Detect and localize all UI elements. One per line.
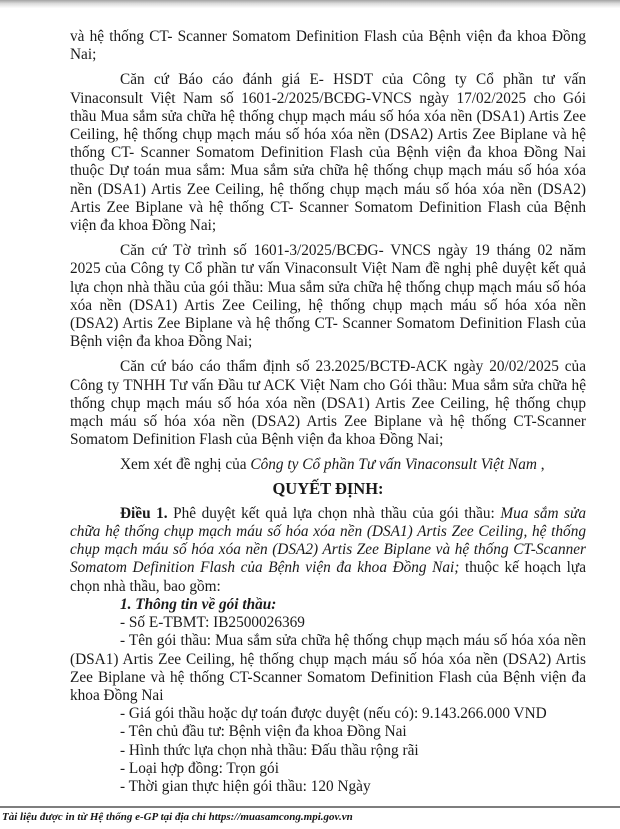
consideration-suffix: , <box>536 456 545 474</box>
consideration-prefix: Xem xét đề nghị của <box>120 456 251 474</box>
article1-tail-text: thuộc kế hoạch lựa chọn nhà thầu, bao gồm: <box>70 559 587 595</box>
info-item-package-price: - Giá gói thầu hoặc dự toán được duyệt (nếu có): 9.143.266.000 VND <box>120 705 547 723</box>
page-footer <box>0 800 620 829</box>
page-top-edge-shadow <box>0 0 620 8</box>
footer-divider-line <box>0 806 620 808</box>
info-item-e-tbmt-number: - Số E-TBMT: IB2500026369 <box>120 614 305 632</box>
paragraph-article-1 <box>70 505 586 596</box>
decision-heading: QUYẾT ĐỊNH: <box>272 478 384 498</box>
document-body <box>70 28 586 796</box>
article1-label: Điều 1. <box>120 504 168 522</box>
info-item-contract-type: - Loại hợp đồng: Trọn gói <box>120 759 279 777</box>
article1-package-name: Mua sắm sửa chữa hệ thống chụp mạch máu số hóa xóa nền (DSA1) Artis Zee Ceiling, hệ thống chụp mạch máu số hóa xóa nền (DSA2) Artis Zee Biplane và hệ thống CT-Scanner Somatom Definition Flash của Bệnh viện đa khoa Đồng Nai; <box>70 504 586 577</box>
paragraph-continuation: và hệ thống CT- Scanner Somatom Definition Flash của Bệnh viện đa khoa Đồng Nai; <box>70 28 586 64</box>
info-item-execution-duration: - Thời gian thực hiện gói thầu: 120 Ngày <box>120 777 371 795</box>
article1-lead-text: Phê duyệt kết quả lựa chọn nhà thầu của gói thầu: <box>167 504 501 522</box>
paragraph-citation-submission: Căn cứ Tờ trình số 1601-3/2025/BCĐG- VNCS ngày 19 tháng 02 năm 2025 của Công ty Cổ phần tư vấn Vinaconsult Việt Nam đề nghị phê duyệt kết quả lựa chọn nhà thầu của gói thầu: Mua sắm sửa chữa hệ thống chụp mạch máu số hóa xóa nền (DSA1) Artis Zee Ceiling, hệ thống chụp mạch máu số hóa xóa nền (DSA2) Artis Zee Biplane và hệ thống CT- Scanner Somatom Definition Flash của Bệnh viện đa khoa Đồng Nai; <box>70 242 586 351</box>
paragraph-citation-appraisal-report: Căn cứ báo cáo thẩm định số 23.2025/BCTĐ-ACK ngày 20/02/2025 của Công ty TNHH Tư vấn Đầu tư ACK Việt Nam cho Gói thầu: Mua sắm sửa chữa hệ thống chụp mạch máu số hóa xóa nền (DSA1) Artis Zee Ceiling, hệ thống chụp mạch máu số hóa xóa nền (DSA2) Artis Zee Biplane và hệ thống CT-Scanner Somatom Definition Flash của Bệnh viện đa khoa Đồng Nai; <box>70 358 586 449</box>
paragraph-citation-evaluation-report: Căn cứ Báo cáo đánh giá E- HSDT của Công ty Cổ phần tư vấn Vinaconsult Việt Nam số 1601-2/2025/BCĐG-VNCS ngày 17/02/2025 cho Gói thầu Mua sắm sửa chữa hệ thống chụp mạch máu số hóa xóa nền (DSA1) Artis Zee Ceiling, hệ thống chụp mạch máu số hóa xóa nền (DSA2) Artis Zee Biplane và hệ thống CT- Scanner Somatom Definition Flash của Bệnh viện đa khoa Đồng Nai thuộc Dự toán mua sắm: Mua sắm sửa chữa hệ thống chụp mạch máu số hóa xóa nền (DSA1) Artis Zee Ceiling, hệ thống chụp mạch máu số hóa xóa nền (DSA2) Artis Zee Biplane và hệ thống CT- Scanner Somatom Definition Flash của Bệnh viện đa khoa Đồng Nai; <box>70 71 586 235</box>
paragraph-consideration <box>70 456 586 474</box>
info-item-selection-method: - Hình thức lựa chọn nhà thầu: Đấu thầu rộng rãi <box>120 741 419 759</box>
consideration-company-name: Công ty Cổ phần Tư vấn Vinaconsult Việt Nam <box>250 456 537 474</box>
info-item-investor-name: - Tên chủ đầu tư: Bệnh viện đa khoa Đồng Nai <box>120 723 407 741</box>
section1-heading: 1. Thông tin về gói thầu: <box>120 595 277 613</box>
footer-print-note: Tài liệu được in từ Hệ thống e-GP tại địa chỉ https://muasamcong.mpi.gov.vn <box>2 811 353 823</box>
info-item-package-name: - Tên gói thầu: Mua sắm sửa chữa hệ thống chụp mạch máu số hóa xóa nền (DSA1) Artis Zee Ceiling, hệ thống chụp mạch máu số hóa xóa nền (DSA2) Artis Zee Biplane và hệ thống CT-Scanner Somatom Definition Flash của Bệnh viện đa khoa Đồng Nai <box>70 632 586 704</box>
